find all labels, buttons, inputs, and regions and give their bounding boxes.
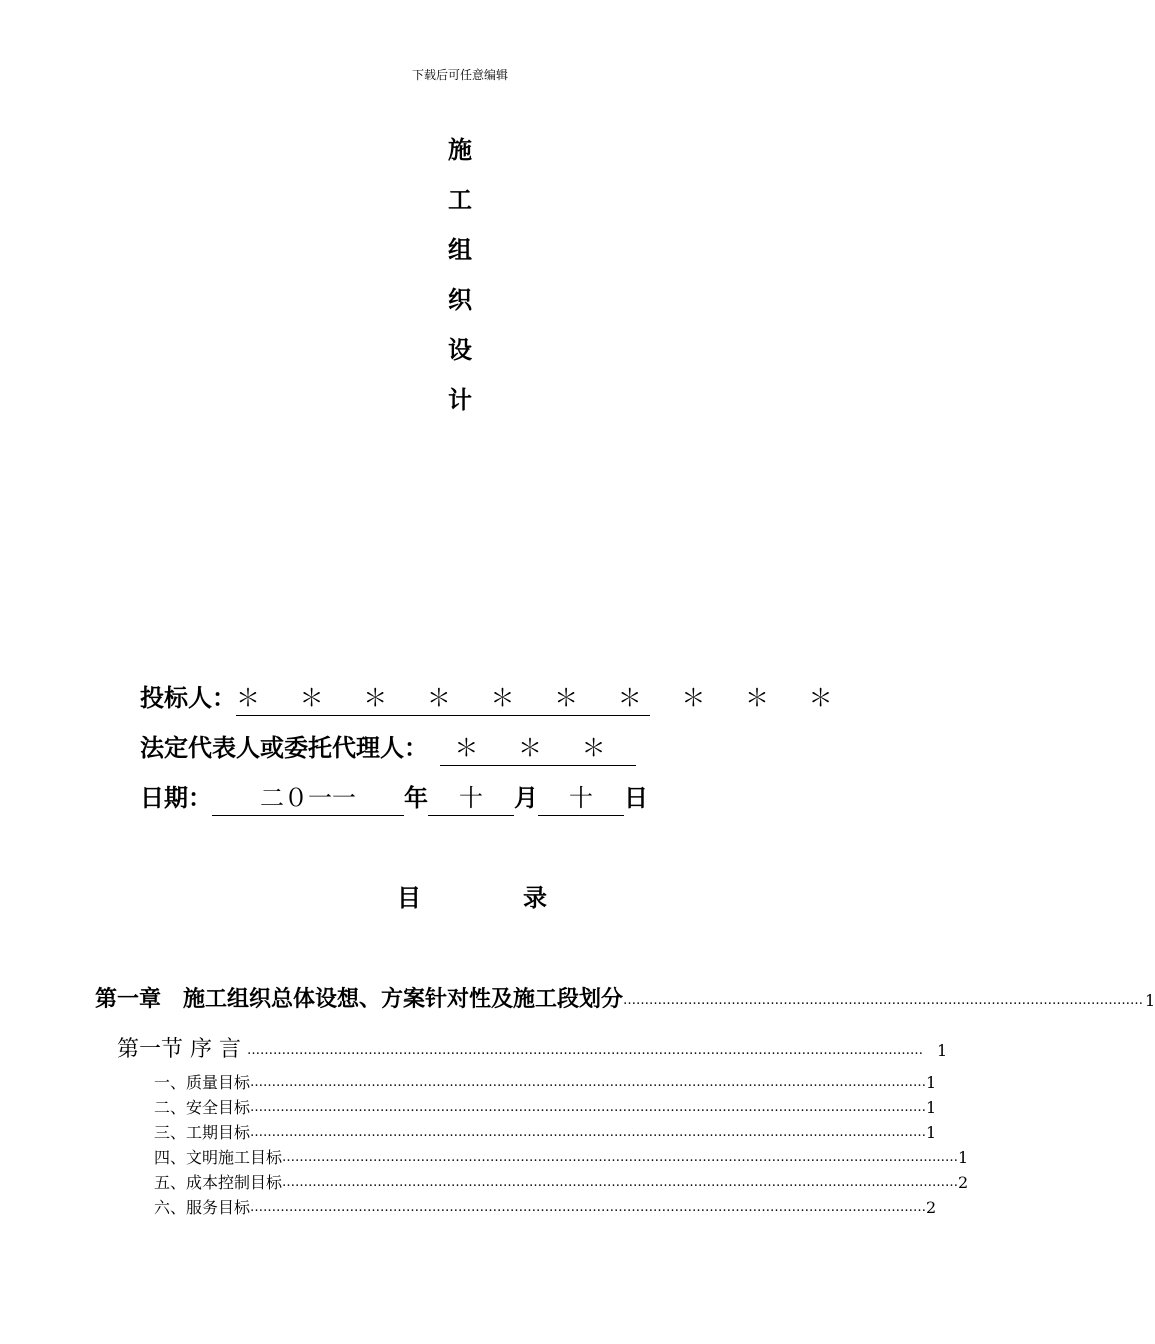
toc-item[interactable] <box>154 1171 969 1195</box>
toc-chapter-label: 第一章 施工组织总体设想、方案针对性及施工段划分 <box>95 987 624 1012</box>
title-char: 工 <box>448 186 472 214</box>
toc-item[interactable] <box>154 1121 937 1145</box>
representative-value-line <box>440 731 636 766</box>
toc-item-label: 二、安全目标 <box>154 1098 251 1117</box>
toc-item-label: 五、成本控制目标 <box>154 1173 283 1192</box>
toc-page-number: 1 <box>958 1148 969 1167</box>
toc-title <box>397 878 547 913</box>
toc-leader-dots: ………………………………………………………………………………………………………………………………………… <box>250 1075 927 1090</box>
toc-leader-dots: ………………………………………………………………………………………………………………………………………… <box>250 1100 927 1115</box>
title-char: 设 <box>448 336 472 364</box>
toc-item-label: 一、质量目标 <box>154 1073 251 1092</box>
toc-leader-dots: ………………………………………………………………………………………………………………………………………… <box>250 1200 927 1215</box>
toc-item[interactable] <box>154 1146 969 1170</box>
date-year-unit: 年 <box>404 784 428 812</box>
toc-leader-dots: ………………………………………………………………………………………………………………………………………… <box>247 1043 923 1058</box>
representative-field <box>140 731 636 766</box>
title-char: 织 <box>448 286 472 314</box>
toc-leader-dots: ………………………………………………………………………………………………………………………………………… <box>282 1150 959 1165</box>
toc-page-number: 1 <box>926 1073 937 1092</box>
toc-item-label: 六、服务目标 <box>154 1198 251 1217</box>
document-title <box>440 130 480 430</box>
header-note: 下载后可任意编辑 <box>411 68 508 82</box>
title-char: 组 <box>448 236 472 264</box>
date-month-unit: 月 <box>514 784 538 812</box>
toc-item-label: 三、工期目标 <box>154 1123 251 1142</box>
toc-page-number: 1 <box>1145 991 1155 1010</box>
toc-item[interactable] <box>154 1071 937 1095</box>
representative-value: ＊ ＊ ＊ <box>454 734 622 762</box>
toc-item[interactable] <box>154 1096 937 1120</box>
toc-page-number: 2 <box>958 1173 969 1192</box>
bidder-value-line <box>236 681 849 716</box>
toc-leader-dots: ………………………………………………………………………………………………………… <box>623 993 1144 1008</box>
toc-page-number: 1 <box>937 1041 948 1060</box>
bidder-label: 投标人： <box>140 684 236 712</box>
toc-item[interactable] <box>154 1196 937 1220</box>
toc-title-right: 录 <box>523 884 547 912</box>
toc-item-label: 四、文明施工目标 <box>154 1148 283 1167</box>
toc-title-left: 目 <box>397 884 421 912</box>
date-day-unit: 日 <box>624 784 648 812</box>
toc-page-number: 2 <box>926 1198 937 1217</box>
toc-leader-dots: ………………………………………………………………………………………………………………………………………… <box>282 1175 959 1190</box>
date-day: 十 <box>538 781 624 816</box>
toc-section-label: 第一节 序 言 <box>117 1037 241 1062</box>
date-month: 十 <box>428 781 514 816</box>
date-label: 日期： <box>140 784 212 812</box>
date-field <box>140 781 648 816</box>
title-char: 计 <box>448 386 472 414</box>
bidder-field <box>140 681 849 716</box>
toc-page-number: 1 <box>926 1123 937 1142</box>
title-char: 施 <box>448 136 472 164</box>
toc-page-number: 1 <box>926 1098 937 1117</box>
representative-label: 法定代表人或委托代理人： <box>140 734 428 762</box>
date-year: 二０一一 <box>212 781 404 816</box>
bidder-value: ＊ ＊ ＊ ＊ ＊ ＊ ＊ ＊ ＊ ＊ <box>236 684 849 712</box>
toc-leader-dots: ………………………………………………………………………………………………………………………………………… <box>250 1125 927 1140</box>
toc-section[interactable] <box>117 1032 948 1063</box>
toc-chapter[interactable] <box>95 982 1155 1013</box>
